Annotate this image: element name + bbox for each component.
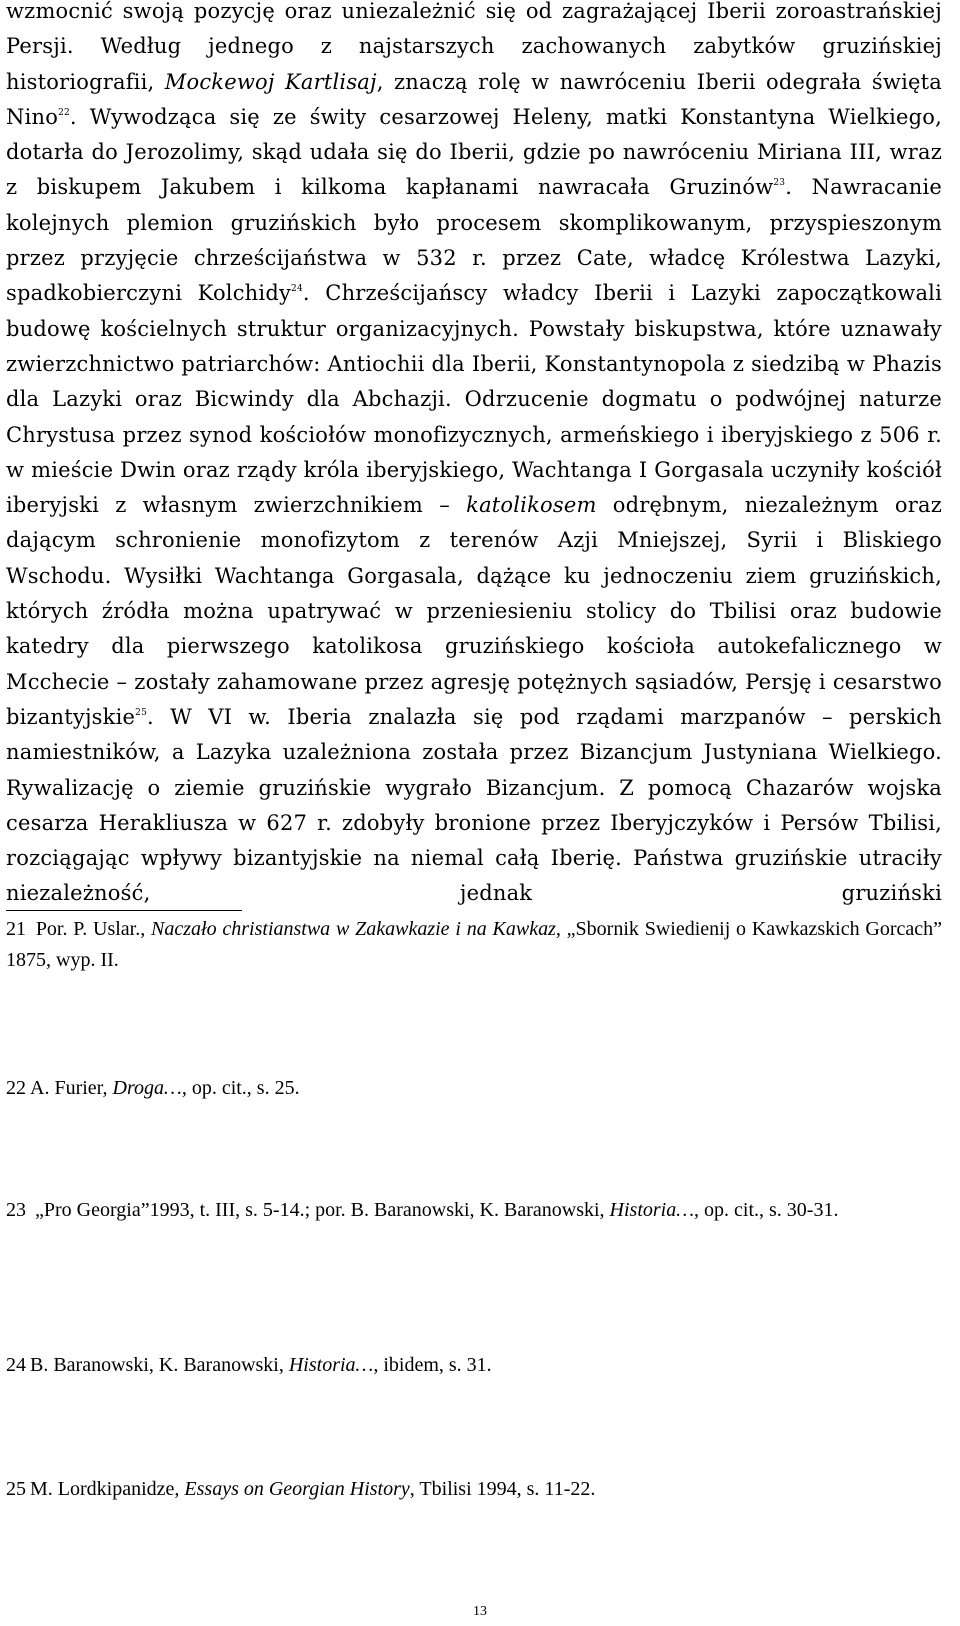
footnote-text: , ibidem, s. 31. bbox=[373, 1354, 492, 1376]
footnote-text: B. Baranowski, K. Baranowski, bbox=[30, 1354, 289, 1376]
footnote-ref-22[interactable]: 22 bbox=[58, 107, 70, 118]
footnote-24 bbox=[6, 1350, 942, 1381]
footnote-number: 24 bbox=[6, 1354, 26, 1376]
body-text-run: wzmocnić swoją pozycję oraz uniezależnić się od zagrażającej Iberii zoroastrańskiej Persji. Według jednego z najstarszych zachowanych zabytków gruzińskiej historiografii, bbox=[6, 0, 942, 94]
footnote-number: 22 bbox=[6, 1077, 26, 1099]
footnote-title: Historia… bbox=[609, 1199, 695, 1221]
footnote-text: , op. cit., s. 30-31. bbox=[694, 1199, 839, 1221]
body-text-run: . Nawracanie kolejnych plemion gruzińskich było procesem skomplikowanym, przyspieszonym przez przyjęcie chrześcijaństwa w 532 r. przez Cate, władcę Królestwa Lazyki, spadkobierczyni Kolchidy bbox=[6, 175, 942, 306]
footnote-number: 23 bbox=[6, 1199, 26, 1221]
footnote-number: 25 bbox=[6, 1478, 26, 1500]
term-katolikos: katolikosem bbox=[466, 493, 597, 518]
body-text-run: . Wywodząca się ze świty cesarzowej Heleny, matki Konstantyna Wielkiego, dotarła do Jerozolimy, skąd udała się do Iberii, gdzie po nawróceniu Miriana III, wraz z biskupem Jakubem i kilkoma kapłanami nawracała Gruzinów bbox=[6, 104, 942, 200]
footnote-title: Historia… bbox=[288, 1354, 374, 1376]
body-text-run: . Chrześcijańscy władcy Iberii i Lazyki zapoczątkowali budowę kościelnych struktur organizacyjnych. Powstały biskupstwa, które uznawały zwierzchnictwo patriarchów: Antiochii dla Iberii, Konstantynopola z siedzibą w Phazis dla Lazyki oraz Bicwindy dla Abchazji. Odrzucenie dogmatu o podwójnej naturze Chrystusa przez synod kościołów monofizycznych, armeńskiego i iberyjskiego z 506 r. w mieście Dwin oraz rządy króla iberyjskiego, Wachtanga I Gorgasala uczyniły kościół iberyjski z własnym zwierzchnikiem – bbox=[6, 281, 942, 518]
footnote-text: „Pro Georgia”1993, t. III, s. 5-14.; por. B. Baranowski, K. Baranowski, bbox=[35, 1199, 610, 1221]
footnote-title: Naczаło christianstwa w Zakawkazie i na Kawkaz, bbox=[151, 918, 561, 940]
footnote-22 bbox=[6, 1073, 942, 1104]
footnote-ref-24[interactable]: 24 bbox=[291, 284, 303, 295]
footnote-text: „Sbornik Swiedienij o Kawkazskich Gorcach” 1875, wyp. II. bbox=[6, 918, 943, 971]
footnote-text: M. Lordkipanidze, bbox=[30, 1478, 185, 1500]
footnote-text: A. Furier, bbox=[30, 1077, 113, 1099]
footnote-25 bbox=[6, 1474, 942, 1505]
footnote-title: Droga… bbox=[112, 1077, 182, 1099]
body-paragraph bbox=[6, 0, 942, 912]
footnote-21 bbox=[6, 914, 942, 976]
title-mockewoj-kartlisaj: Mockewoj Kartlisaj bbox=[164, 69, 377, 94]
footnote-23 bbox=[6, 1195, 942, 1226]
footnote-title: Essays on Georgian History bbox=[184, 1478, 410, 1500]
body-text-run: . W VI w. Iberia znalazła się pod rządami marzpanów – perskich namiestników, a Lazyka uzależniona została przez Bizancjum Justyniana Wielkiego. Rywalizację o ziemie gruzińskie wygrało Bizancjum. Z pomocą Chazarów wojska cesarza Herakliusza w 627 r. zdobyły bronione przez Iberyjczyków i Persów Tbilisi, rozciągając wpływy bizantyjskie na niemal całą Iberię. Państwa gruzińskie utraciły niezależność, jednak gruziński bbox=[6, 704, 942, 906]
footnote-text: , Tbilisi 1994, s. 11-22. bbox=[409, 1478, 596, 1500]
footnote-text: , op. cit., s. 25. bbox=[181, 1077, 300, 1099]
footnote-ref-23[interactable]: 23 bbox=[773, 178, 786, 189]
footnote-text: Por. P. Uslar., bbox=[35, 918, 152, 940]
footnote-separator bbox=[6, 910, 242, 911]
footnote-ref-25[interactable]: 25 bbox=[135, 707, 147, 718]
footnote-number: 21 bbox=[6, 918, 26, 940]
body-text-run: , znaczą rolę w nawróceniu Iberii odegrała święta Nino bbox=[6, 69, 942, 129]
page-number: 13 bbox=[473, 1604, 487, 1619]
body-text-run: odrębnym, niezależnym oraz dającym schronienie monofizytom z terenów Azji Mniejszej, Syrii i Bliskiego Wschodu. Wysiłki Wachtanga Gorgasala, dążące ku jednoczeniu ziem gruzińskich, których źródła można upatrywać w przeniesieniu stolicy do Tbilisi oraz budowie katedry dla pierwszego katolikosa gruzińskiego kościoła autokefalicznego w Mcchecie – zostały zahamowane przez agresję potężnych sąsiadów, Persję i cesarstwo bizantyjskie bbox=[6, 493, 942, 729]
